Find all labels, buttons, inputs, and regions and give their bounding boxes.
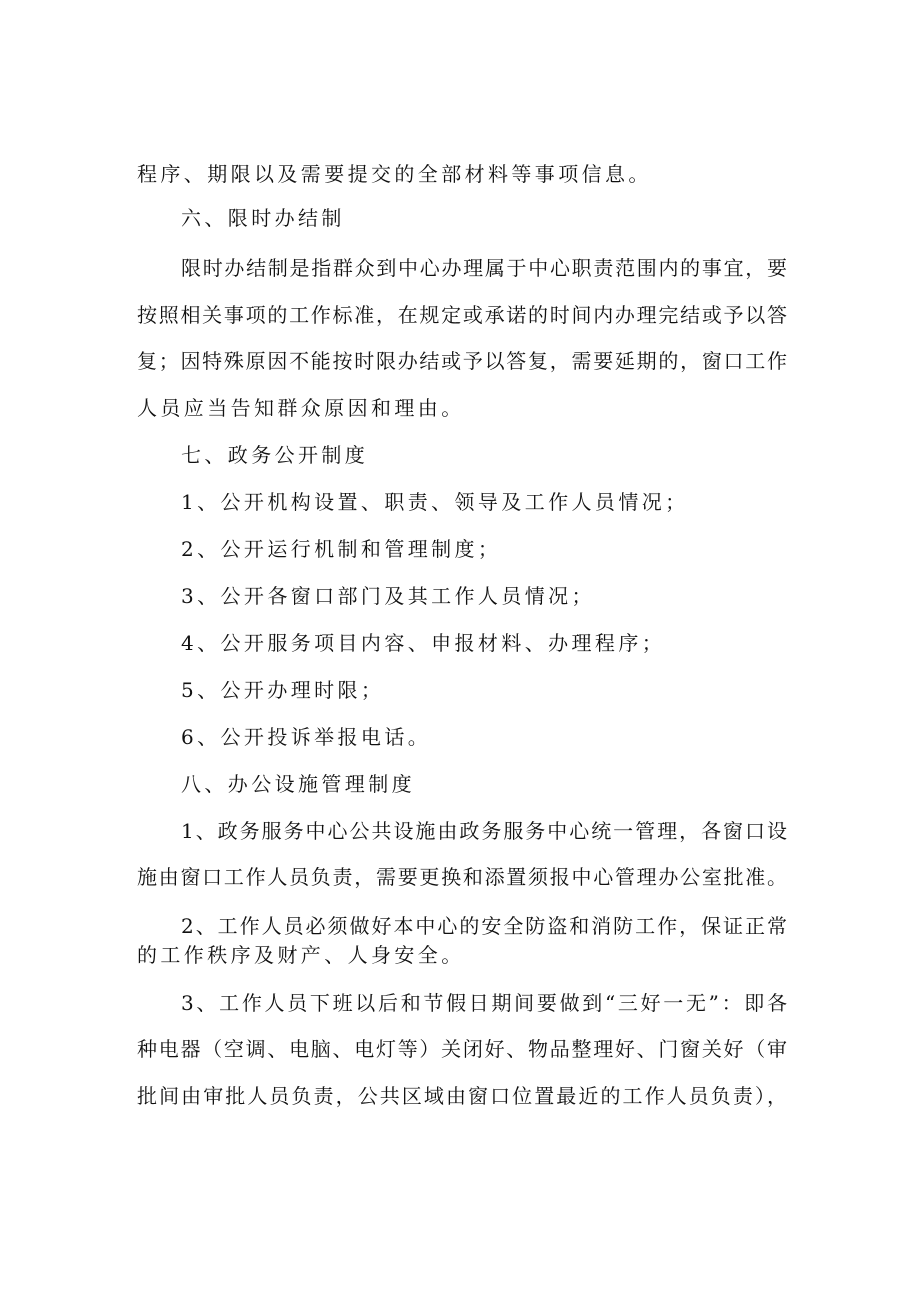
text-line-16: 施由窗口工作人员负责，需要更换和添置须报中心管理办公室批准。 bbox=[137, 865, 787, 889]
heading-section-6: 六、限时办结制 bbox=[181, 206, 345, 230]
text-line-3: 限时办结制是指群众到中心办理属于中心职责范围内的事宜，要 bbox=[181, 256, 787, 280]
text-line-15: 1、政务服务中心公共设施由政务服务中心统一管理，各窗口设 bbox=[181, 819, 787, 843]
list-item-5: 5、公开办理时限； bbox=[181, 678, 385, 702]
text-line-1: 程序、期限以及需要提交的全部材料等事项信息。 bbox=[137, 162, 652, 186]
text-line-19: 3、工作人员下班以后和节假日期间要做到“三好一无”：即各 bbox=[181, 991, 787, 1015]
text-line-17: 2、工作人员必须做好本中心的安全防盗和消防工作，保证正常 bbox=[181, 914, 787, 938]
text-line-20: 种电器（空调、电脑、电灯等）关闭好、物品整理好、门窗关好（审 bbox=[137, 1037, 787, 1061]
list-item-2: 2、公开运行机制和管理制度； bbox=[181, 537, 502, 561]
list-item-6: 6、公开投诉举报电话。 bbox=[181, 725, 432, 749]
list-item-3: 3、公开各窗口部门及其工作人员情况； bbox=[181, 584, 595, 608]
text-line-4: 按照相关事项的工作标准，在规定或承诺的时间内办理完结或予以答 bbox=[137, 303, 787, 327]
list-item-4: 4、公开服务项目内容、申报材料、办理程序； bbox=[181, 631, 666, 655]
heading-section-7: 七、政务公开制度 bbox=[181, 443, 369, 467]
list-item-1: 1、公开机构设置、职责、领导及工作人员情况； bbox=[181, 490, 689, 514]
text-line-21: 批间由审批人员负责，公共区域由窗口位置最近的工作人员负责）， bbox=[137, 1084, 787, 1108]
text-line-5: 复；因特殊原因不能按时限办结或予以答复，需要延期的，窗口工作 bbox=[137, 349, 787, 373]
text-line-18: 的工作秩序及财产、人身安全。 bbox=[137, 943, 465, 967]
text-line-6: 人员应当告知群众原因和理由。 bbox=[137, 396, 465, 420]
heading-section-8: 八、办公设施管理制度 bbox=[181, 772, 415, 796]
